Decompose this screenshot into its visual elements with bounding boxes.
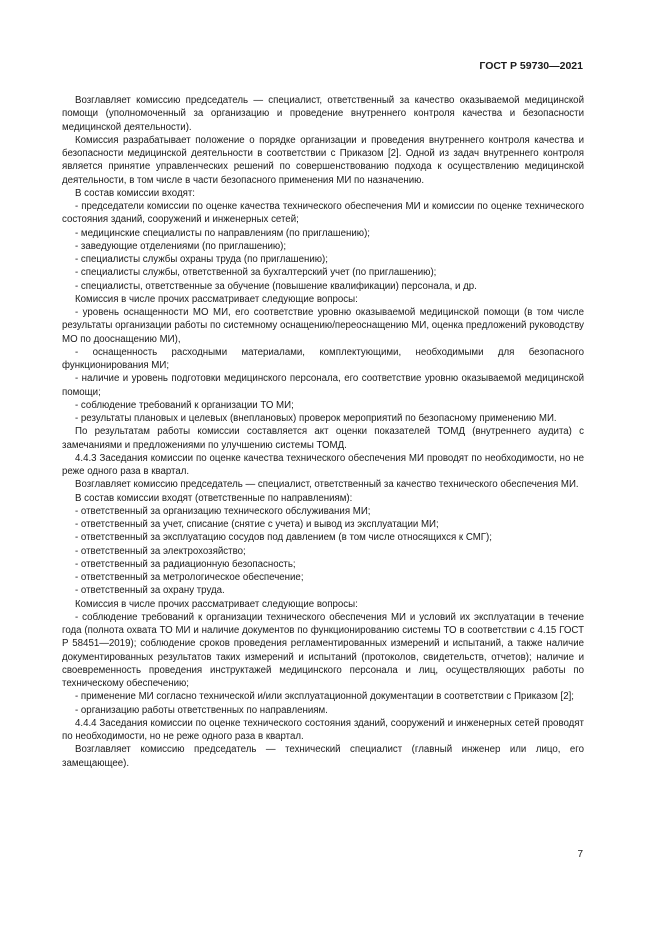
list-item: - ответственный за радиационную безопасность;: [75, 558, 296, 570]
list-item: - ответственный за эксплуатацию сосудов под давлением (в том числе относящихся к СМГ);: [75, 532, 492, 544]
list-item: - ответственный за охрану труда.: [75, 585, 225, 597]
list-item: - заведующие отделениями (по приглашению);: [75, 240, 287, 252]
document-body: [62, 94, 584, 770]
list-item: - организацию работы ответственных по направлениям.: [75, 704, 328, 716]
list-item: - соблюдение требований к организации технического обеспечения МИ и условий их эксплуатации в течение года (полнота охвата ТО МИ и наличие документов по функционированию системы ТО в соответствии с 4.15 ГОСТ Р 58451—2019); соблюдение сроков проведения регламентированных измерений и испытаний, а также наличие документированных результатов таких измерений и испытаний (протоколов, свидетельств, отчетов); наличие и своевременность проведения инструктажей медицинского персонала и лиц, осуществляющих работы по техническому обеспечению;: [62, 611, 584, 689]
list-item: - специалисты службы, ответственной за бухгалтерский учет (по приглашению);: [75, 267, 437, 279]
list-item: - ответственный за организацию технического обслуживания МИ;: [75, 505, 371, 517]
list-item: - медицинские специалисты по направлениям (по приглашению);: [75, 227, 370, 239]
section-paragraph: 4.4.4 Заседания комиссии по оценке технического состояния зданий, сооружений и инженерных сетей проводят по необходимости, но не реже одного раза в квартал.: [62, 717, 584, 742]
list-item: - соблюдение требований к организации ТО МИ;: [75, 399, 294, 411]
list-item: - председатели комиссии по оценке качества технического обеспечения МИ и комиссии по оценке технического состояния зданий, сооружений и инженерных сетей;: [62, 201, 584, 226]
list-item: - наличие и уровень подготовки медицинского персонала, его соответствие уровню оказываемой медицинской помощи;: [62, 373, 584, 398]
list-item: - специалисты, ответственные за обучение (повышение квалификации) персонала, и др.: [75, 280, 477, 292]
paragraph: Возглавляет комиссию председатель — специалист, ответственный за качество оказываемой медицинской помощи (уполномоченный за организацию и проведение внутреннего контроля качества и безопасности медицинской деятельности).: [62, 95, 584, 133]
paragraph: Возглавляет комиссию председатель — технический специалист (главный инженер или лицо, его замещающее).: [62, 744, 584, 769]
list-item: - уровень оснащенности МО МИ, его соответствие уровню оказываемой медицинской помощи (в том числе результаты организации работы по системному оснащению/переоснащению МИ, оценка предложений руководству МО по дооснащению МИ),: [62, 307, 584, 345]
list-item: - специалисты службы охраны труда (по приглашению);: [75, 254, 328, 265]
list-item: - применение МИ согласно технической и/или эксплуатационной документации в соответствии с Приказом [2];: [75, 691, 574, 703]
list-item: - ответственный за учет, списание (снятие с учета) и вывод из эксплуатации МИ;: [75, 519, 439, 530]
paragraph: Комиссия разрабатывает положение о порядке организации и проведения внутреннего контроля качества и безопасности медицинской деятельности в соответствии с Приказом [2]. Одной из задач внутреннего контроля является принятие управленческих решений по совершенствованию подхода к осуществлению медицинской деятельности, в том числе в части безопасного применения МИ по назначению.: [62, 134, 584, 186]
list-item: - результаты плановых и целевых (внеплановых) проверок мероприятий по безопасному применению МИ.: [75, 413, 557, 424]
page-number: 7: [577, 849, 583, 860]
paragraph: Комиссия в числе прочих рассматривает следующие вопросы:: [75, 598, 358, 610]
paragraph: Возглавляет комиссию председатель — специалист, ответственный за качество технического обеспечения МИ.: [75, 479, 579, 491]
list-item: - оснащенность расходными материалами, комплектующими, необходимыми для безопасного функционирования МИ;: [62, 346, 584, 371]
paragraph: В состав комиссии входят (ответственные по направлениям):: [75, 492, 353, 504]
paragraph: В состав комиссии входят:: [75, 187, 195, 199]
section-paragraph: 4.4.3 Заседания комиссии по оценке качества технического обеспечения МИ проводят по необходимости, но не реже одного раза в квартал.: [62, 452, 584, 477]
document-number: ГОСТ Р 59730—2021: [479, 60, 583, 72]
paragraph: По результатам работы комиссии составляется акт оценки показателей ТОМД (внутреннего аудита) с замечаниями и предложениями по улучшению системы ТОМД.: [62, 426, 584, 451]
paragraph: Комиссия в числе прочих рассматривает следующие вопросы:: [75, 293, 358, 305]
list-item: - ответственный за метрологическое обеспечение;: [75, 572, 304, 583]
list-item: - ответственный за электрохозяйство;: [75, 545, 246, 557]
